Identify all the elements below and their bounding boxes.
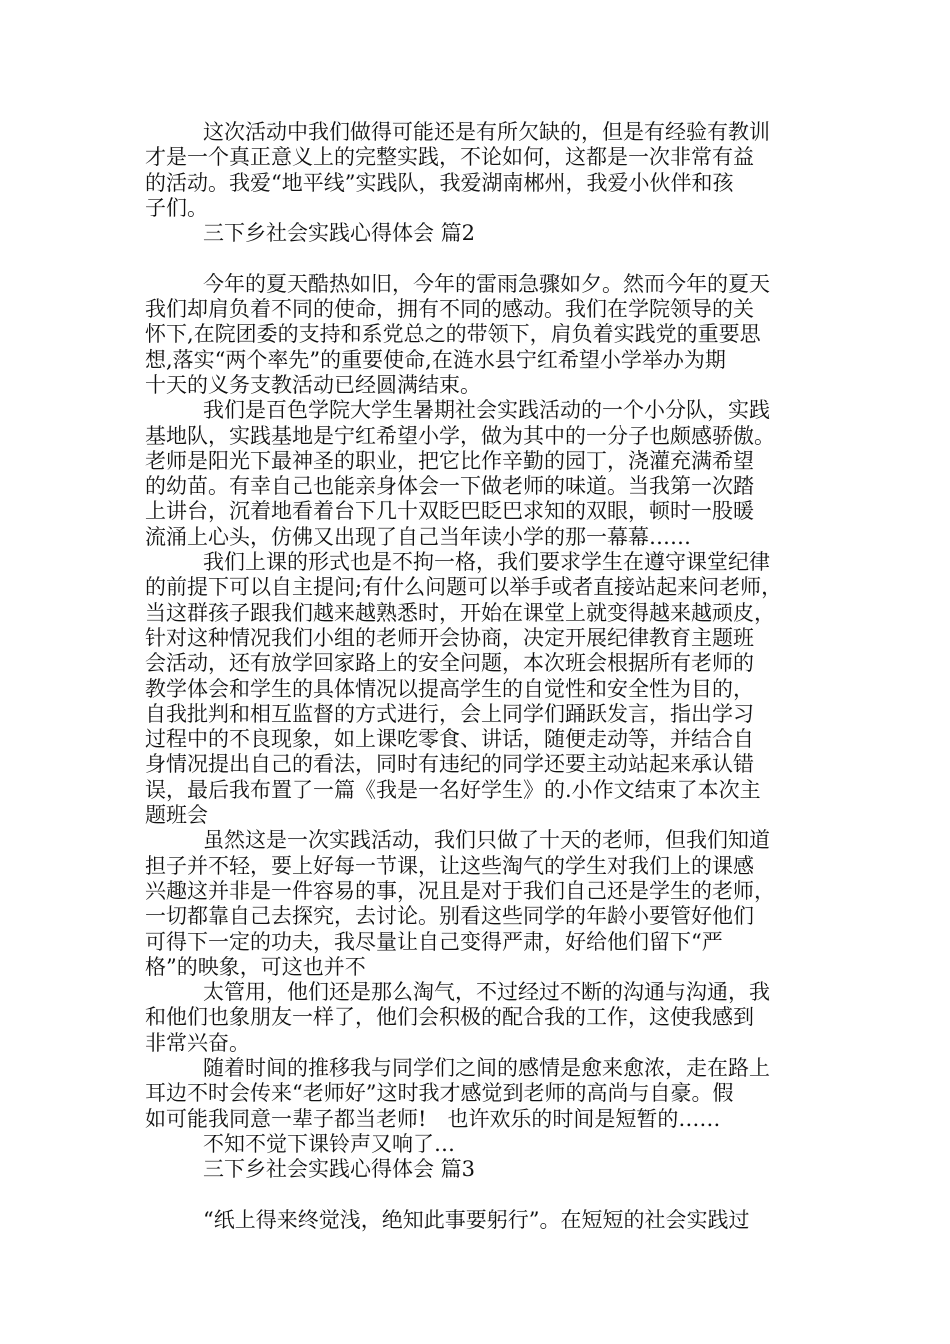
- paragraph-line: 担子并不轻，要上好每一节课，让这些淘气的学生对我们上的课感: [145, 853, 754, 878]
- paragraph-first-line: 不知不觉下课铃声又响了…: [203, 1131, 455, 1156]
- paragraph: [145, 1132, 815, 1157]
- blank-line: [145, 1182, 815, 1207]
- paragraph-line: 的活动。我爱“地平线”实践队，我爱湖南郴州，我爱小伙伴和孩: [145, 170, 734, 195]
- paragraph-line: 可得下一定的功夫，我尽量让自己变得严肃，好给他们留下“严: [145, 929, 723, 954]
- paragraph-line: 当这群孩子跟我们越来越熟悉时，开始在课堂上就变得越来越顽皮，: [145, 600, 775, 625]
- paragraph-line: 题班会: [145, 803, 208, 828]
- section-heading: 三下乡社会实践心得体会 篇2: [203, 221, 476, 246]
- paragraph-first-line: 今年的夏天酷热如旧，今年的雷雨急骤如夕。然而今年的夏天: [203, 271, 770, 296]
- paragraph: [145, 828, 815, 980]
- paragraph-first-line: 虽然这是一次实践活动，我们只做了十天的老师，但我们知道: [203, 828, 770, 853]
- paragraph: [145, 1056, 815, 1132]
- paragraph-line: 过程中的不良现象，如上课吃零食、讲话，随便走动等，并结合自: [145, 727, 754, 752]
- paragraph-first-line: 随着时间的推移我与同学们之间的感情是愈来愈浓，走在路上: [203, 1055, 770, 1080]
- paragraph-line: 子们。: [145, 195, 208, 220]
- document-page: [145, 120, 815, 1233]
- paragraph-line: 想,落实“两个率先”的重要使命,在涟水县宁红希望小学举办为期: [145, 347, 726, 372]
- paragraph: [145, 120, 815, 221]
- paragraph-line: 才是一个真正意义上的完整实践，不论如何，这都是一次非常有益: [145, 145, 754, 170]
- paragraph-line: 如可能我同意一辈子都当老师! 也许欢乐的时间是短暂的……: [145, 1106, 721, 1131]
- paragraph-line: 怀下,在院团委的支持和系党总之的带领下，肩负着实践党的重要思: [145, 322, 761, 347]
- paragraph: [145, 980, 815, 1056]
- paragraph-line: 十天的义务支教活动已经圆满结束。: [145, 372, 481, 397]
- paragraph-line: 上讲台，沉着地看着台下几十双眨巴眨巴求知的双眼，顿时一股暖: [145, 499, 754, 524]
- paragraph-line: 老师是阳光下最神圣的职业，把它比作辛勤的园丁，浇灌充满希望: [145, 448, 754, 473]
- paragraph-line: 格”的映象，可这也并不: [145, 954, 366, 979]
- paragraph-first-line: 我们上课的形式也是不拘一格，我们要求学生在遵守课堂纪律: [203, 550, 770, 575]
- paragraph-line: 的幼苗。有幸自己也能亲身体会一下做老师的味道。当我第一次踏: [145, 474, 754, 499]
- paragraph-line: 我们却肩负着不同的使命，拥有不同的感动。我们在学院领导的关: [145, 297, 754, 322]
- paragraph-line: 流涌上心头，仿佛又出现了自己当年读小学的那一幕幕……: [145, 524, 691, 549]
- paragraph-line: 和他们也象朋友一样了，他们会积极的配合我的工作，这使我感到: [145, 1005, 754, 1030]
- paragraph-line: 误，最后我布置了一篇《我是一名好学生》的.小作文结束了本次主: [145, 777, 761, 802]
- paragraph-first-line: 我们是百色学院大学生暑期社会实践活动的一个小分队，实践: [203, 398, 770, 423]
- paragraph-line: 教学体会和学生的具体情况以提高学生的自觉性和安全性为目的，: [145, 676, 754, 701]
- paragraph-line: 一切都靠自己去探究，去讨论。别看这些同学的年龄小要管好他们: [145, 904, 754, 929]
- paragraph-first-line: 太管用，他们还是那么淘气，不过经过不断的沟通与沟通，我: [203, 980, 770, 1005]
- paragraph: [145, 272, 815, 398]
- paragraph: [145, 398, 815, 550]
- paragraph-first-line: “纸上得来终觉浅，绝知此事要躬行”。在短短的社会实践过: [203, 1207, 750, 1232]
- paragraph-line: 身情况提出自己的看法，同时有违纪的同学还要主动站起来承认错: [145, 752, 754, 777]
- paragraph: [145, 550, 815, 828]
- paragraph-line: 兴趣这并非是一件容易的事，况且是对于我们自己还是学生的老师，: [145, 878, 775, 903]
- paragraph-line: 自我批判和相互监督的方式进行，会上同学们踊跃发言，指出学习: [145, 701, 754, 726]
- paragraph-line: 的前提下可以自主提问;有什么问题可以举手或者直接站起来问老师，: [145, 575, 783, 600]
- paragraph-line: 会活动，还有放学回家路上的安全问题，本次班会根据所有老师的: [145, 651, 754, 676]
- section-heading: 三下乡社会实践心得体会 篇3: [203, 1157, 476, 1182]
- paragraph-first-line: 这次活动中我们做得可能还是有所欠缺的，但是有经验有教训: [203, 120, 770, 144]
- paragraph-line: 基地队，实践基地是宁红希望小学，做为其中的一分子也颇感骄傲。: [145, 423, 775, 448]
- paragraph-line: 耳边不时会传来“老师好”这时我才感觉到老师的高尚与自豪。假: [145, 1081, 734, 1106]
- paragraph-line: 针对这种情况我们小组的老师开会协商，决定开展纪律教育主题班: [145, 625, 754, 650]
- paragraph: [145, 1208, 815, 1233]
- blank-line: [145, 246, 815, 271]
- paragraph-line: 非常兴奋。: [145, 1030, 250, 1055]
